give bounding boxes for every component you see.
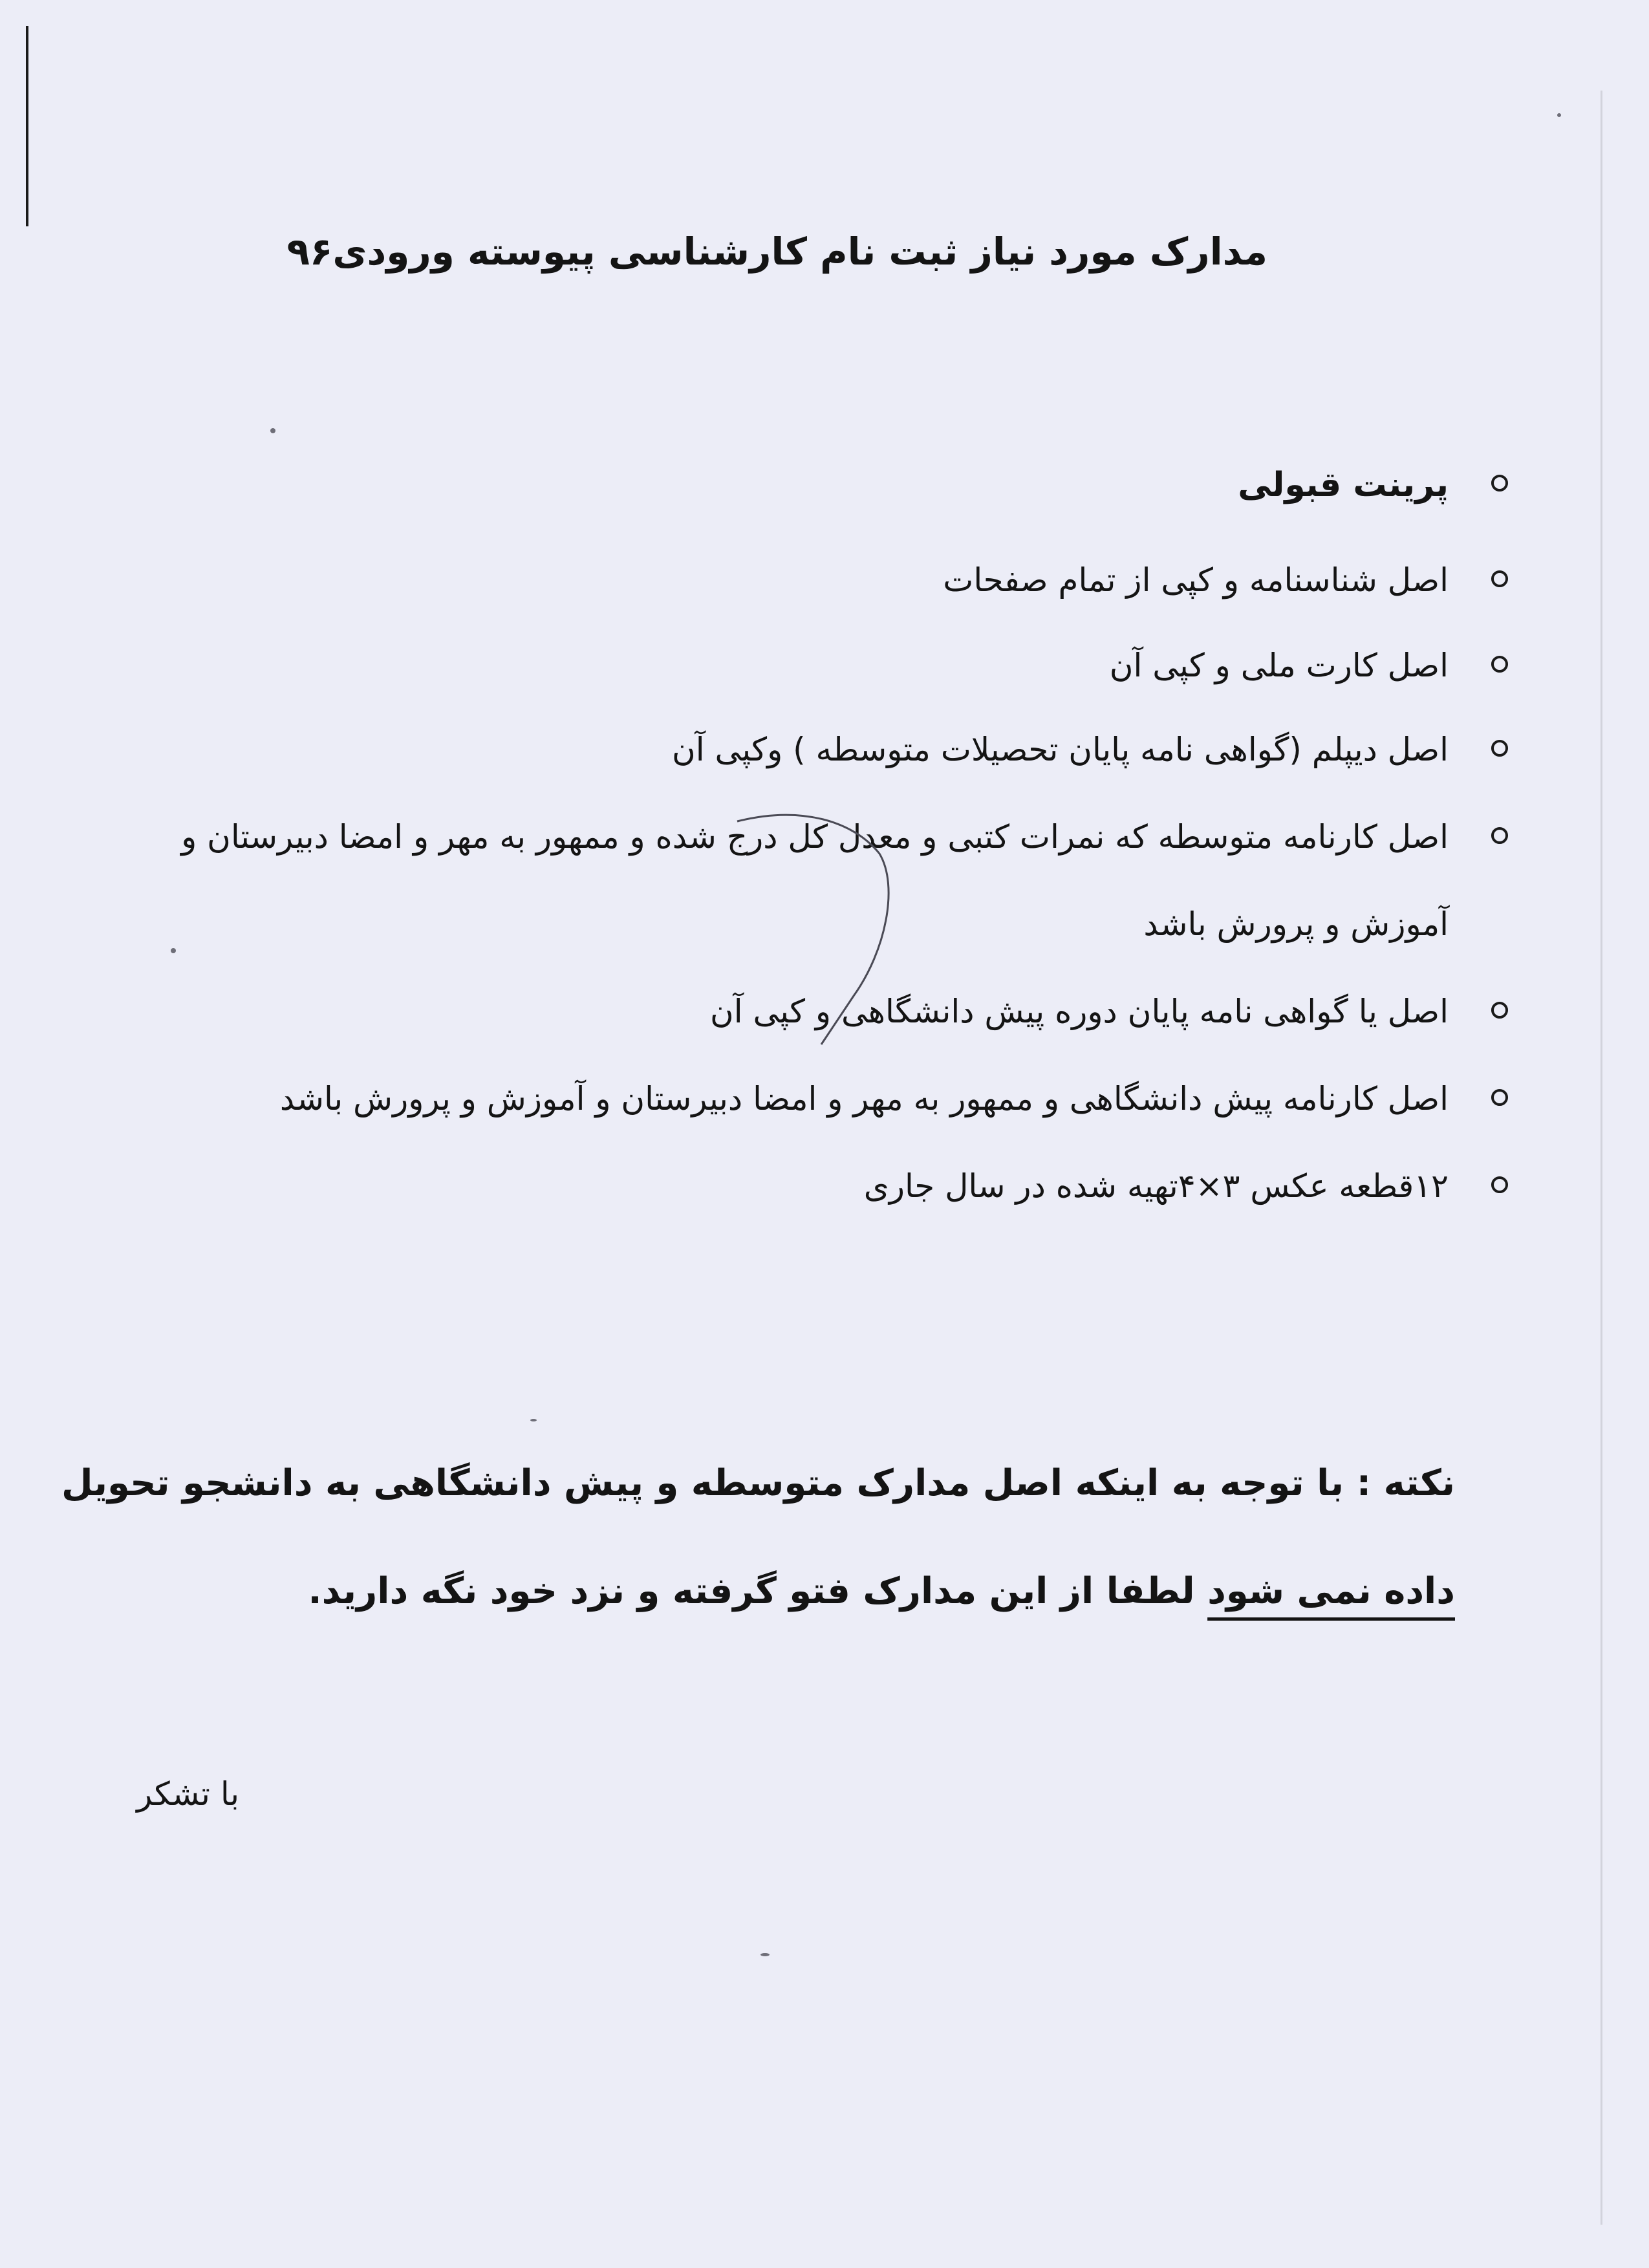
closing-text: با تشکر	[136, 1775, 239, 1813]
list-item-text: آموزش و پرورش باشد	[1143, 905, 1449, 943]
list-item	[91, 561, 1449, 599]
scan-speck	[171, 948, 176, 953]
bullet-circle-icon	[1491, 740, 1508, 757]
scan-edge-line	[26, 26, 28, 226]
list-item-text: اصل شناسنامه و کپی از تمام صفحات	[943, 561, 1449, 599]
bullet-circle-icon	[1491, 1089, 1508, 1106]
list-item	[91, 731, 1449, 768]
list-item-text: اصل کارنامه متوسطه که نمرات کتبی و معدل کل درج شده و ممهور به مهر و امضا دبیرستان و	[181, 818, 1449, 856]
page-title: مدارک مورد نیاز ثبت نام کارشناسی پیوسته ورودی۹۶	[286, 230, 1267, 274]
note-underlined-text: داده نمی شود	[1207, 1570, 1455, 1613]
bullet-circle-icon	[1491, 1002, 1508, 1019]
note-line-2	[162, 1570, 1455, 1613]
bullet-circle-icon	[1491, 570, 1508, 587]
scan-right-edge-line	[1600, 91, 1602, 2225]
scan-speck	[1557, 113, 1561, 117]
list-item-text: ۱۲قطعه عکس ۳×۴تهیه شده در سال جاری	[863, 1167, 1449, 1205]
list-item-text: اصل کارنامه پیش دانشگاهی و ممهور به مهر و امضا دبیرستان و آموزش و پرورش باشد	[279, 1080, 1449, 1118]
bullet-circle-icon	[1491, 656, 1508, 673]
scan-speck	[270, 428, 275, 433]
list-item	[91, 1167, 1449, 1205]
note-line-1: نکته : با توجه به اینکه اصل مدارک متوسطه و پیش دانشگاهی به دانشجو تحویل	[61, 1462, 1455, 1504]
list-item-text: اصل یا گواهی نامه پایان دوره پیش دانشگاهی و کپی آن	[709, 993, 1449, 1030]
scan-speck	[530, 1419, 537, 1421]
list-item	[91, 466, 1449, 504]
note-line-2-rest: لطفا از این مدارک فتو گرفته و نزد خود نگه دارید.	[308, 1570, 1208, 1613]
note-paragraph	[61, 1462, 1455, 1613]
bullet-circle-icon	[1491, 827, 1508, 844]
pen-mark	[724, 802, 944, 1048]
bullet-circle-icon	[1491, 1176, 1508, 1193]
list-item-text: پرینت قبولی	[1238, 466, 1449, 504]
bullet-circle-icon	[1491, 475, 1508, 491]
list-item-text: اصل کارت ملی و کپی آن	[1109, 647, 1449, 684]
list-item	[91, 647, 1449, 684]
list-item	[91, 1080, 1449, 1118]
scan-speck	[760, 1953, 770, 1956]
list-item-text: اصل دیپلم (گواهی نامه پایان تحصیلات متوسطه ) وکپی آن	[672, 731, 1449, 768]
